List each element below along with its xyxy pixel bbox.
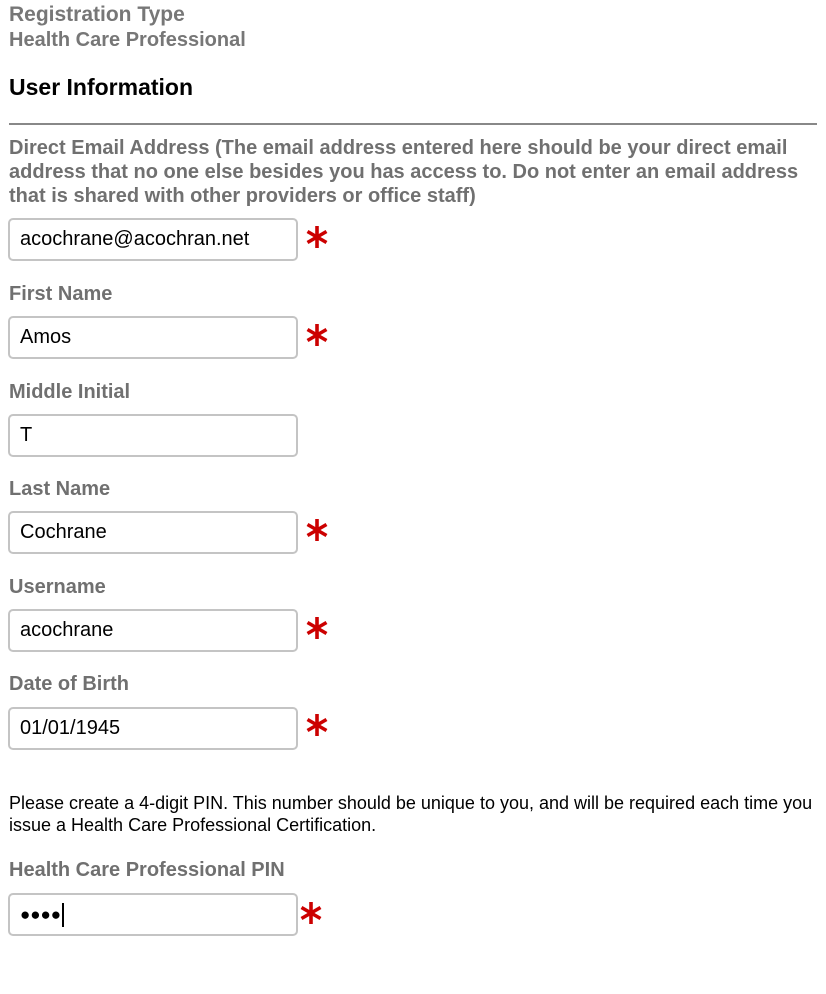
email-label: Direct Email Address (The email address entered here should be your direct email address that no one else besides you has access to. Do not enter an email address that is shared with other providers or office staff) — [9, 137, 799, 207]
section-divider — [9, 123, 817, 125]
dob-field[interactable] — [8, 707, 298, 750]
username-label: Username — [9, 576, 106, 598]
first-name-field[interactable] — [8, 316, 298, 359]
required-asterisk-icon — [305, 323, 329, 347]
pin-masked-value: ●●●● — [20, 904, 62, 924]
last-name-field[interactable] — [8, 511, 298, 554]
dob-label: Date of Birth — [9, 673, 129, 695]
section-title: User Information — [9, 74, 194, 100]
required-asterisk-icon — [305, 713, 329, 737]
registration-type-heading: Registration Type — [9, 3, 185, 26]
required-asterisk-icon — [305, 225, 329, 249]
required-asterisk-icon — [305, 616, 329, 640]
email-field[interactable] — [8, 218, 298, 261]
middle-initial-field[interactable] — [8, 414, 298, 457]
first-name-label: First Name — [9, 283, 113, 305]
last-name-label: Last Name — [9, 478, 111, 500]
username-field[interactable] — [8, 609, 298, 652]
required-asterisk-icon — [305, 518, 329, 542]
registration-type-value: Health Care Professional — [9, 29, 246, 51]
pin-instructions: Please create a 4-digit PIN. This number should be unique to you, and will be required each time you issue a Health Care Professional Certification. — [9, 793, 813, 835]
required-asterisk-icon — [299, 901, 323, 925]
pin-field[interactable] — [8, 893, 298, 936]
pin-label: Health Care Professional PIN — [9, 859, 285, 881]
middle-initial-label: Middle Initial — [9, 381, 131, 403]
text-caret — [62, 903, 64, 927]
